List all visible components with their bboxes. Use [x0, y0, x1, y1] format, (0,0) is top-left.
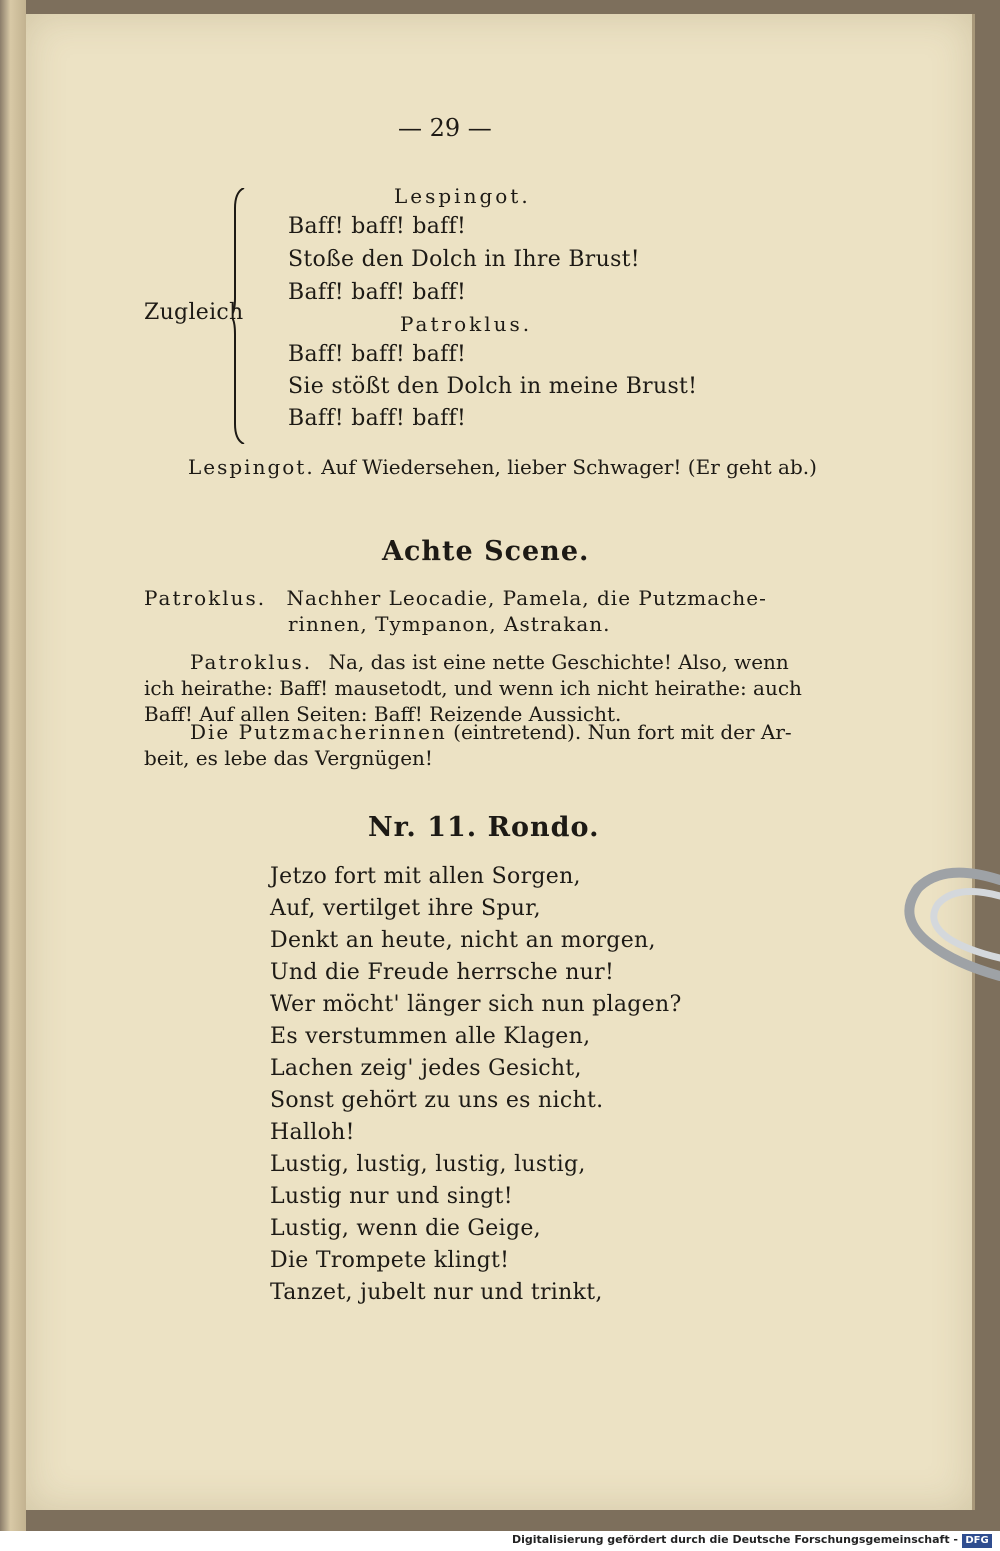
cast-list: Nachher Leocadie, Pamela, die Putzmache- — [286, 586, 767, 610]
paper-clip-icon — [904, 866, 1000, 986]
verse-line: Baff! baff! baff! — [288, 342, 467, 367]
cast-line — [144, 586, 767, 610]
verse-line: Stoße den Dolch in Ihre Brust! — [288, 247, 640, 272]
song-line: Lustig, wenn die Geige, — [270, 1216, 541, 1241]
bleed-through-text — [606, 174, 613, 198]
song-line: Lachen zeig' jedes Gesicht, — [270, 1056, 582, 1081]
song-line: Und die Freude herrsche nur! — [270, 960, 615, 985]
dialogue-line: Baff! Auf allen Seiten: Baff! Reizende Aussicht. — [144, 702, 622, 726]
speaker-label: Patroklus. — [400, 312, 533, 336]
dialogue-line — [190, 720, 792, 744]
song-line: Lustig, lustig, lustig, lustig, — [270, 1152, 586, 1177]
cast-line-continued: rinnen, Tympanon, Astrakan. — [288, 612, 611, 636]
dfg-logo: DFG — [962, 1534, 992, 1548]
song-line: Die Trompete klingt! — [270, 1248, 510, 1273]
dialogue-text: Auf Wiedersehen, lieber Schwager! (Er geht ab.) — [321, 455, 817, 479]
verse-line: Baff! baff! baff! — [288, 406, 467, 431]
song-line: Lustig nur und singt! — [270, 1184, 513, 1209]
page-number: — 29 — — [398, 114, 492, 142]
song-line: Es verstummen alle Klagen, — [270, 1024, 591, 1049]
book-spine — [0, 0, 26, 1531]
song-line: Denkt an heute, nicht an morgen, — [270, 928, 656, 953]
speaker-label: Patroklus. — [190, 650, 313, 674]
song-line: Halloh! — [270, 1120, 355, 1145]
dialogue-line — [190, 650, 789, 674]
scene-heading: Achte Scene. — [382, 536, 590, 567]
exit-line — [188, 455, 817, 479]
number-heading: Nr. 11. Rondo. — [368, 812, 600, 843]
verse-line: Sie stößt den Dolch in meine Brust! — [288, 374, 698, 399]
digitization-footer — [0, 1531, 1000, 1551]
stage-direction: (eintretend). — [453, 720, 582, 744]
footer-credit: Digitalisierung gefördert durch die Deutsche Forschungsgemeinschaft - — [511, 1533, 958, 1546]
dialogue-text: Na, das ist eine nette Geschichte! Also, wenn — [328, 650, 789, 674]
song-line: Wer möcht' länger sich nun plagen? — [270, 992, 682, 1017]
dialogue-line: ich heirathe: Baff! mausetodt, und wenn ich nicht heirathe: auch — [144, 676, 802, 700]
curly-brace — [232, 188, 246, 444]
speaker-label: Die Putzmacherinnen — [190, 720, 447, 744]
speaker-label: Patroklus. — [144, 586, 267, 610]
song-line: Sonst gehört zu uns es nicht. — [270, 1088, 604, 1113]
song-line: Tanzet, jubelt nur und trinkt, — [270, 1280, 603, 1305]
speaker-label: Lespingot. — [394, 184, 531, 208]
song-line: Jetzo fort mit allen Sorgen, — [270, 864, 581, 889]
speaker-label: Lespingot. — [188, 455, 315, 479]
dialogue-text: Nun fort mit der Ar- — [587, 720, 792, 744]
song-line: Auf, vertilget ihre Spur, — [270, 896, 541, 921]
stage-direction: Zugleich — [144, 300, 244, 325]
verse-line: Baff! baff! baff! — [288, 214, 467, 239]
dialogue-line: beit, es lebe das Vergnügen! — [144, 746, 433, 770]
verse-line: Baff! baff! baff! — [288, 280, 467, 305]
